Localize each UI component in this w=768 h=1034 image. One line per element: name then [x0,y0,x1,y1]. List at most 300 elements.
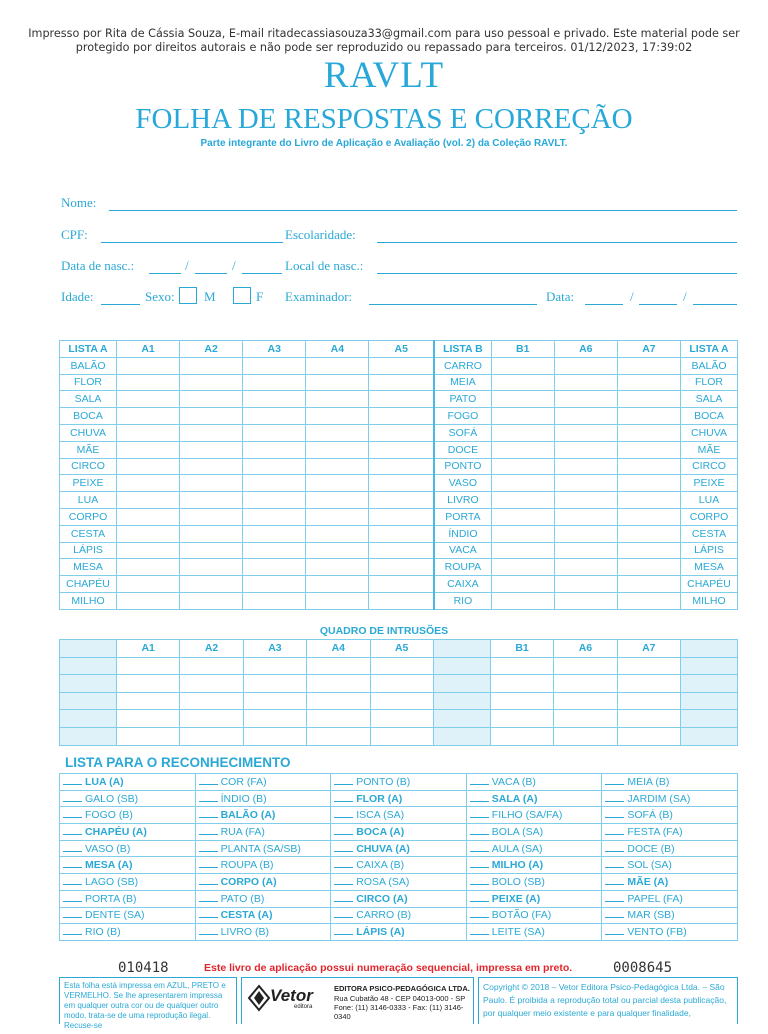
recognition-item[interactable] [602,890,738,907]
response-cell[interactable] [617,408,680,425]
answer-blank[interactable] [334,859,353,868]
answer-blank[interactable] [199,893,218,902]
response-cell[interactable] [491,542,554,559]
response-cell[interactable] [243,592,306,609]
response-cell[interactable] [617,441,680,458]
recognition-item[interactable] [195,790,331,807]
answer-blank[interactable] [334,809,353,818]
response-cell[interactable] [554,525,617,542]
recognition-item[interactable] [331,840,467,857]
response-cell[interactable] [306,508,369,525]
recognition-item[interactable] [195,907,331,924]
intrusion-cell[interactable] [433,710,490,728]
answer-blank[interactable] [605,876,624,885]
recognition-item[interactable] [602,857,738,874]
publisher-name: EDITORA PSICO-PEDAGÓGICA LTDA. [334,984,470,993]
response-cell[interactable] [180,475,243,492]
intrusion-cell[interactable] [490,675,553,693]
trial-row [60,391,738,408]
intrusion-cell[interactable] [60,727,117,745]
response-cell[interactable] [369,576,434,593]
response-cell[interactable] [180,458,243,475]
recognition-item[interactable] [331,874,467,891]
answer-blank[interactable] [334,926,353,935]
recognition-item[interactable] [466,824,602,841]
intrusion-cell[interactable] [433,727,490,745]
recognition-item[interactable] [60,924,196,941]
recognition-item[interactable] [331,807,467,824]
answer-blank[interactable] [63,793,82,802]
response-cell[interactable] [491,458,554,475]
response-cell[interactable] [306,542,369,559]
response-cell[interactable] [491,508,554,525]
age-field[interactable] [101,304,140,305]
intrusion-cell[interactable] [243,657,306,675]
col-header: LISTA B [434,341,491,358]
answer-blank[interactable] [63,909,82,918]
recognition-item[interactable] [60,774,196,791]
response-cell[interactable] [617,508,680,525]
response-cell[interactable] [554,475,617,492]
recognition-item[interactable] [195,824,331,841]
response-cell[interactable] [617,357,680,374]
recognition-item[interactable] [466,807,602,824]
answer-blank[interactable] [63,859,82,868]
recognition-item[interactable] [195,774,331,791]
intrusion-cell[interactable] [554,657,617,675]
intrusion-cell[interactable] [554,727,617,745]
intrusion-cell[interactable] [617,727,680,745]
response-cell[interactable] [180,374,243,391]
response-cell[interactable] [117,441,180,458]
date-month-field[interactable] [639,304,677,305]
intrusion-cell[interactable] [243,692,306,710]
intrusion-cell[interactable] [370,675,433,693]
recognition-item[interactable] [60,824,196,841]
recognition-item[interactable] [60,907,196,924]
recognition-item[interactable] [466,874,602,891]
answer-blank[interactable] [199,843,218,852]
response-cell[interactable] [491,357,554,374]
response-cell[interactable] [617,576,680,593]
response-cell[interactable] [369,391,434,408]
response-cell[interactable] [369,458,434,475]
recognition-item[interactable] [466,840,602,857]
date-year-field[interactable] [693,304,737,305]
answer-blank[interactable] [63,776,82,785]
response-cell[interactable] [180,592,243,609]
intrusion-cell[interactable] [117,727,180,745]
answer-blank[interactable] [470,793,489,802]
intrusion-cell[interactable] [617,657,680,675]
response-cell[interactable] [554,492,617,509]
intrusion-cell[interactable] [117,692,180,710]
intrusion-cell[interactable] [681,710,738,728]
response-cell[interactable] [491,424,554,441]
birth-place-field[interactable] [377,273,737,274]
response-cell[interactable] [306,374,369,391]
recognition-item[interactable] [466,890,602,907]
recognition-item[interactable] [466,790,602,807]
answer-blank[interactable] [605,826,624,835]
answer-blank[interactable] [470,876,489,885]
escolaridade-field[interactable] [377,242,737,243]
recognition-item[interactable] [602,874,738,891]
response-cell[interactable] [617,592,680,609]
recognition-item[interactable] [602,924,738,941]
response-cell[interactable] [554,508,617,525]
intrusion-cell[interactable] [307,710,370,728]
answer-blank[interactable] [63,843,82,852]
recognition-item[interactable] [60,874,196,891]
intrusion-cell[interactable] [370,657,433,675]
intrusion-cell[interactable] [490,710,553,728]
intrusion-cell[interactable] [681,727,738,745]
intrusion-cell[interactable] [370,692,433,710]
response-cell[interactable] [617,458,680,475]
response-cell[interactable] [243,508,306,525]
examiner-field[interactable] [369,304,537,305]
intrusion-cell[interactable] [370,710,433,728]
intrusion-cell[interactable] [617,710,680,728]
response-cell[interactable] [369,408,434,425]
intrusion-cell[interactable] [117,657,180,675]
answer-blank[interactable] [199,926,218,935]
intrusion-cell[interactable] [490,727,553,745]
intrusion-cell[interactable] [243,727,306,745]
recognition-item[interactable] [60,857,196,874]
answer-blank[interactable] [63,809,82,818]
answer-blank[interactable] [470,909,489,918]
response-cell[interactable] [554,357,617,374]
response-cell[interactable] [243,374,306,391]
recognition-item[interactable] [602,907,738,924]
intrusion-cell[interactable] [243,710,306,728]
intrusion-cell[interactable] [60,692,117,710]
recognition-item[interactable] [331,774,467,791]
intrusion-cell[interactable] [490,657,553,675]
response-cell[interactable] [306,592,369,609]
recognition-item[interactable] [331,907,467,924]
answer-blank[interactable] [334,876,353,885]
response-cell[interactable] [491,592,554,609]
response-cell[interactable] [117,458,180,475]
answer-blank[interactable] [199,826,218,835]
response-cell[interactable] [554,408,617,425]
answer-blank[interactable] [470,893,489,902]
intrusion-cell[interactable] [433,675,490,693]
response-cell[interactable] [554,592,617,609]
response-cell[interactable] [554,424,617,441]
intrusion-cell[interactable] [180,657,243,675]
response-cell[interactable] [554,458,617,475]
birth-day-field[interactable] [149,273,181,274]
intrusion-cell[interactable] [180,675,243,693]
answer-blank[interactable] [334,776,353,785]
answer-blank[interactable] [334,893,353,902]
response-cell[interactable] [243,391,306,408]
intrusion-cell[interactable] [180,727,243,745]
response-cell[interactable] [491,559,554,576]
response-cell[interactable] [491,391,554,408]
response-cell[interactable] [617,542,680,559]
response-cell[interactable] [306,475,369,492]
intrusion-cell[interactable] [490,692,553,710]
answer-blank[interactable] [199,909,218,918]
answer-blank[interactable] [199,793,218,802]
recognition-item[interactable] [466,907,602,924]
response-cell[interactable] [117,408,180,425]
answer-blank[interactable] [63,826,82,835]
recognition-item[interactable] [331,924,467,941]
recognition-item[interactable] [602,807,738,824]
recognition-item[interactable] [60,840,196,857]
recognition-item[interactable] [331,857,467,874]
answer-blank[interactable] [605,859,624,868]
response-cell[interactable] [117,508,180,525]
response-cell[interactable] [369,559,434,576]
response-cell[interactable] [554,441,617,458]
answer-blank[interactable] [334,843,353,852]
response-cell[interactable] [243,441,306,458]
intrusion-cell[interactable] [117,710,180,728]
response-cell[interactable] [306,458,369,475]
response-cell[interactable] [180,542,243,559]
recognition-item[interactable] [195,857,331,874]
response-cell[interactable] [117,492,180,509]
response-cell[interactable] [306,424,369,441]
response-cell[interactable] [180,576,243,593]
answer-blank[interactable] [605,776,624,785]
intrusion-cell[interactable] [307,727,370,745]
response-cell[interactable] [369,592,434,609]
answer-blank[interactable] [199,876,218,885]
answer-blank[interactable] [63,876,82,885]
answer-blank[interactable] [605,793,624,802]
intrusion-cell[interactable] [681,675,738,693]
date-day-field[interactable] [585,304,623,305]
response-cell[interactable] [617,525,680,542]
answer-blank[interactable] [470,826,489,835]
response-cell[interactable] [617,492,680,509]
recognition-item[interactable] [60,790,196,807]
name-field[interactable] [109,210,737,211]
cpf-field[interactable] [101,242,283,243]
intrusion-cell[interactable] [433,692,490,710]
intrusion-cell[interactable] [681,692,738,710]
recognition-item[interactable] [195,890,331,907]
word-list-a: CORPO [60,508,117,525]
answer-blank[interactable] [470,843,489,852]
recognition-item[interactable] [195,840,331,857]
intrusion-cell[interactable] [554,692,617,710]
response-cell[interactable] [617,559,680,576]
response-cell[interactable] [117,525,180,542]
response-cell[interactable] [180,508,243,525]
response-cell[interactable] [369,374,434,391]
response-cell[interactable] [180,492,243,509]
col-header: A4 [306,341,369,358]
response-cell[interactable] [243,357,306,374]
answer-blank[interactable] [63,926,82,935]
recognition-item[interactable] [195,807,331,824]
response-cell[interactable] [491,408,554,425]
answer-blank[interactable] [199,859,218,868]
response-cell[interactable] [117,374,180,391]
response-cell[interactable] [243,408,306,425]
response-cell[interactable] [491,525,554,542]
intrusion-cell[interactable] [307,657,370,675]
response-cell[interactable] [369,475,434,492]
col-header: A7 [617,341,680,358]
response-cell[interactable] [306,441,369,458]
answer-blank[interactable] [605,809,624,818]
answer-blank[interactable] [470,859,489,868]
response-cell[interactable] [554,559,617,576]
intrusion-cell[interactable] [60,657,117,675]
response-cell[interactable] [369,357,434,374]
recognition-item[interactable] [602,824,738,841]
intrusion-row [60,710,738,728]
response-cell[interactable] [617,391,680,408]
response-cell[interactable] [306,357,369,374]
recognition-item[interactable] [195,924,331,941]
answer-blank[interactable] [199,809,218,818]
response-cell[interactable] [491,576,554,593]
answer-blank[interactable] [199,776,218,785]
intrusion-cell[interactable] [370,727,433,745]
intrusion-cell[interactable] [180,710,243,728]
response-cell[interactable] [117,424,180,441]
recognition-item[interactable] [331,890,467,907]
intrusion-cell[interactable] [617,692,680,710]
response-cell[interactable] [369,542,434,559]
response-cell[interactable] [117,576,180,593]
response-cell[interactable] [243,424,306,441]
answer-blank[interactable] [334,793,353,802]
response-cell[interactable] [180,559,243,576]
response-cell[interactable] [554,542,617,559]
response-cell[interactable] [243,559,306,576]
intrusion-cell[interactable] [617,675,680,693]
response-cell[interactable] [180,408,243,425]
answer-blank[interactable] [605,843,624,852]
recognition-item[interactable] [602,790,738,807]
recognition-item[interactable] [466,924,602,941]
response-cell[interactable] [306,408,369,425]
response-cell[interactable] [491,374,554,391]
response-cell[interactable] [243,525,306,542]
response-cell[interactable] [491,475,554,492]
response-cell[interactable] [117,559,180,576]
intrusion-cell[interactable] [60,675,117,693]
recognition-item[interactable] [60,890,196,907]
answer-blank[interactable] [470,809,489,818]
col-header [433,640,490,658]
age-label: Idade: [61,289,94,304]
recognition-item[interactable] [331,824,467,841]
response-cell[interactable] [306,391,369,408]
response-cell[interactable] [243,492,306,509]
answer-blank[interactable] [334,909,353,918]
response-cell[interactable] [306,525,369,542]
response-cell[interactable] [617,475,680,492]
response-cell[interactable] [369,441,434,458]
response-cell[interactable] [117,542,180,559]
response-cell[interactable] [491,441,554,458]
response-cell[interactable] [554,576,617,593]
intrusion-cell[interactable] [554,675,617,693]
response-cell[interactable] [617,424,680,441]
response-cell[interactable] [554,374,617,391]
birth-month-field[interactable] [195,273,227,274]
answer-blank[interactable] [470,776,489,785]
response-cell[interactable] [117,391,180,408]
response-cell[interactable] [180,357,243,374]
answer-blank[interactable] [63,893,82,902]
recognition-item[interactable] [602,840,738,857]
answer-blank[interactable] [605,926,624,935]
intrusion-cell[interactable] [433,657,490,675]
answer-blank[interactable] [605,893,624,902]
intrusion-cell[interactable] [180,692,243,710]
answer-blank[interactable] [470,926,489,935]
response-cell[interactable] [180,441,243,458]
response-cell[interactable] [117,475,180,492]
intrusion-cell[interactable] [554,710,617,728]
response-cell[interactable] [617,374,680,391]
response-cell[interactable] [369,492,434,509]
response-cell[interactable] [554,391,617,408]
intrusion-cell[interactable] [307,675,370,693]
response-cell[interactable] [243,576,306,593]
sex-m-checkbox[interactable] [179,287,197,304]
response-cell[interactable] [243,475,306,492]
intrusion-cell[interactable] [243,675,306,693]
intrusion-cell[interactable] [681,657,738,675]
recognition-item[interactable] [466,774,602,791]
response-cell[interactable] [117,592,180,609]
serial-number-right: 0008645 [613,960,673,976]
response-cell[interactable] [306,559,369,576]
response-cell[interactable] [117,357,180,374]
response-cell[interactable] [369,525,434,542]
recognition-item[interactable] [60,807,196,824]
response-cell[interactable] [243,458,306,475]
recognition-item[interactable] [331,790,467,807]
response-cell[interactable] [180,525,243,542]
recognition-word: LEITE (SA) [491,926,545,939]
response-cell[interactable] [306,492,369,509]
response-cell[interactable] [243,542,306,559]
intrusion-cell[interactable] [117,675,180,693]
answer-blank[interactable] [334,826,353,835]
recognition-item[interactable] [195,874,331,891]
recognition-item[interactable] [602,774,738,791]
response-cell[interactable] [369,424,434,441]
intrusion-cell[interactable] [307,692,370,710]
answer-blank[interactable] [605,909,624,918]
response-cell[interactable] [491,492,554,509]
response-cell[interactable] [180,424,243,441]
recognition-item[interactable] [466,857,602,874]
response-cell[interactable] [180,391,243,408]
sex-f-checkbox[interactable] [233,287,251,304]
intrusion-cell[interactable] [60,710,117,728]
response-cell[interactable] [306,576,369,593]
birth-year-field[interactable] [242,273,282,274]
response-cell[interactable] [369,508,434,525]
